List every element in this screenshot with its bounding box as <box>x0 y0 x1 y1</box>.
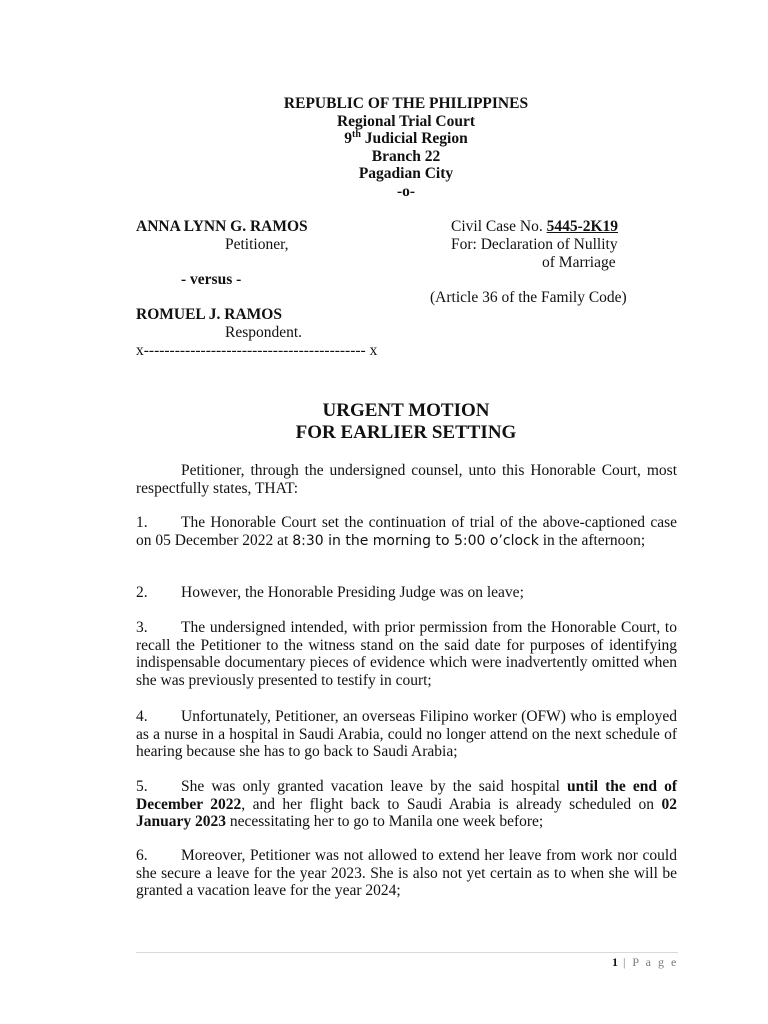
respondent-name: ROMUEL J. RAMOS <box>136 306 282 323</box>
respondent-label: Respondent. <box>225 324 303 341</box>
judicial-region: 9th Judicial Region <box>344 129 468 148</box>
paragraph-3: 3. The undersigned intended, with prior permission from the Honorable Court, to recall the Petitioner to the witness stand on the said date for purposes of identifying indispensable documentary pieces of evidence which were inadvertently omitted when she was previously presented to testify in court; <box>136 619 677 689</box>
paragraph-2: 2. However, the Honorable Presiding Judge was on leave; <box>136 584 524 601</box>
caption-divider: x------------------------------------------- x <box>136 342 378 359</box>
page-number: 1 <box>612 955 618 969</box>
header-separator: -o- <box>396 182 416 200</box>
paragraph-4: 4. Unfortunately, Petitioner, an overseas Filipino worker (OFW) who is employed as a nurse in a hospital in Saudi Arabia, could no longer attend on the next schedule of hearing because she has to go back to Saudi Arabia; <box>136 708 677 761</box>
branch: Branch 22 <box>371 147 441 165</box>
article-reference: (Article 36 of the Family Code) <box>430 289 627 306</box>
paragraph-6: 6. Moreover, Petitioner was not allowed to extend her leave from work nor could she secure a leave for the year 2023. She is also not yet certain as to when she will be granted a vacation leave for the year 2024; <box>136 847 677 900</box>
intro-paragraph: Petitioner, through the undersigned counsel, unto this Honorable Court, most respectfully states, THAT: <box>136 462 677 497</box>
case-nature-cont: of Marriage <box>542 254 616 271</box>
versus: - versus - <box>181 271 242 288</box>
paragraph-1: 1. The Honorable Court set the continuation of trial of the above-captioned case on 05 December 2022 at 8:30 in the morning to 5:00 o’clock in the afternoon; <box>136 514 677 549</box>
petitioner-name: ANNA LYNN G. RAMOS <box>136 218 308 235</box>
civil-case-line: Civil Case No. 5445-2K19 <box>451 218 619 235</box>
court-header <box>0 95 768 201</box>
city: Pagadian City <box>358 165 454 183</box>
footer-rule <box>136 952 678 953</box>
page-label: P a g e <box>632 955 679 969</box>
page-footer: 1 | P a g e <box>612 955 679 969</box>
case-number: 5445-2K19 <box>546 218 619 235</box>
paragraph-5: 5. She was only granted vacation leave by the said hospital until the end of December 2022, and her flight back to Saudi Arabia is already scheduled on 02 January 2023 necessitating her to go to Manila one week before; <box>136 778 677 831</box>
court-name: Regional Trial Court <box>336 112 476 130</box>
document-title: URGENT MOTION FOR EARLIER SETTING <box>295 400 517 443</box>
petitioner-label: Petitioner, <box>225 236 289 253</box>
republic-line: REPUBLIC OF THE PHILIPPINES <box>283 95 529 112</box>
case-nature: For: Declaration of Nullity <box>451 236 618 253</box>
